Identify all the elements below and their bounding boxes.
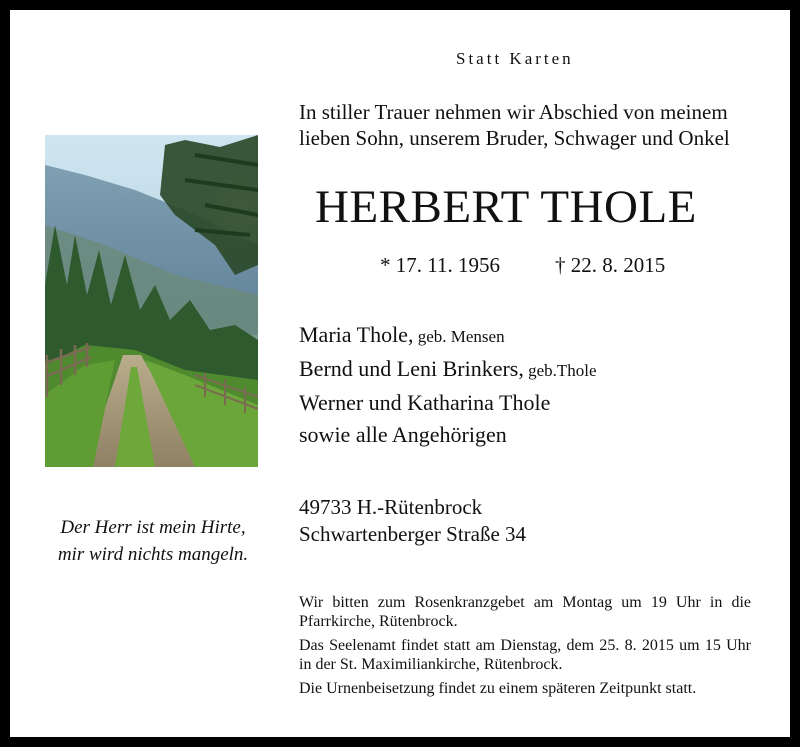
mourner-name: Werner und Katharina Thole [299, 390, 551, 415]
address-line-2: Schwartenberger Straße 34 [299, 522, 527, 546]
death-date: † 22. 8. 2015 [555, 253, 666, 277]
mourner-note: geb. Mensen [413, 327, 505, 346]
header-statt-karten: Statt Karten [456, 49, 574, 68]
mourner-line [299, 353, 597, 387]
mourner-name: sowie alle Angehörigen [299, 422, 507, 447]
mourner-name: Bernd und Leni Brinkers, [299, 356, 524, 381]
mourner-line [299, 319, 597, 353]
mourner-note: geb.Thole [523, 361, 597, 380]
quote-line-2: mir wird nichts mangeln. [57, 544, 249, 565]
mourner-name: Maria Thole, [299, 322, 414, 347]
service-notices [299, 593, 751, 703]
notice-urn-burial: Die Urnenbeisetzung findet zu einem späteren Zeitpunkt statt. [299, 680, 697, 697]
obituary-card [10, 10, 790, 737]
quote-line-1: Der Herr ist mein Hirte, [60, 517, 246, 538]
notice-rosary: Wir bitten zum Rosenkranzgebet am Montag um 19 Uhr in die Pfarrkirche, Rütenbrock. [299, 594, 751, 630]
address-block [299, 494, 526, 548]
forest-path-photo-icon [45, 135, 258, 467]
bible-quote [47, 514, 259, 568]
mourner-line [299, 419, 597, 451]
deceased-name: HERBERT THOLE [315, 181, 697, 233]
mourners-list [299, 319, 597, 451]
address-line-1: 49733 H.-Rütenbrock [299, 495, 483, 519]
notice-requiem: Das Seelenamt findet statt am Dienstag, dem 25. 8. 2015 um 15 Uhr in der St. Maximiliankirche, Rütenbrock. [299, 637, 751, 673]
mourner-line [299, 387, 597, 419]
intro-text: In stiller Trauer nehmen wir Abschied von meinem lieben Sohn, unserem Bruder, Schwager und Onkel [299, 100, 730, 150]
birth-date: * 17. 11. 1956 [380, 253, 500, 277]
